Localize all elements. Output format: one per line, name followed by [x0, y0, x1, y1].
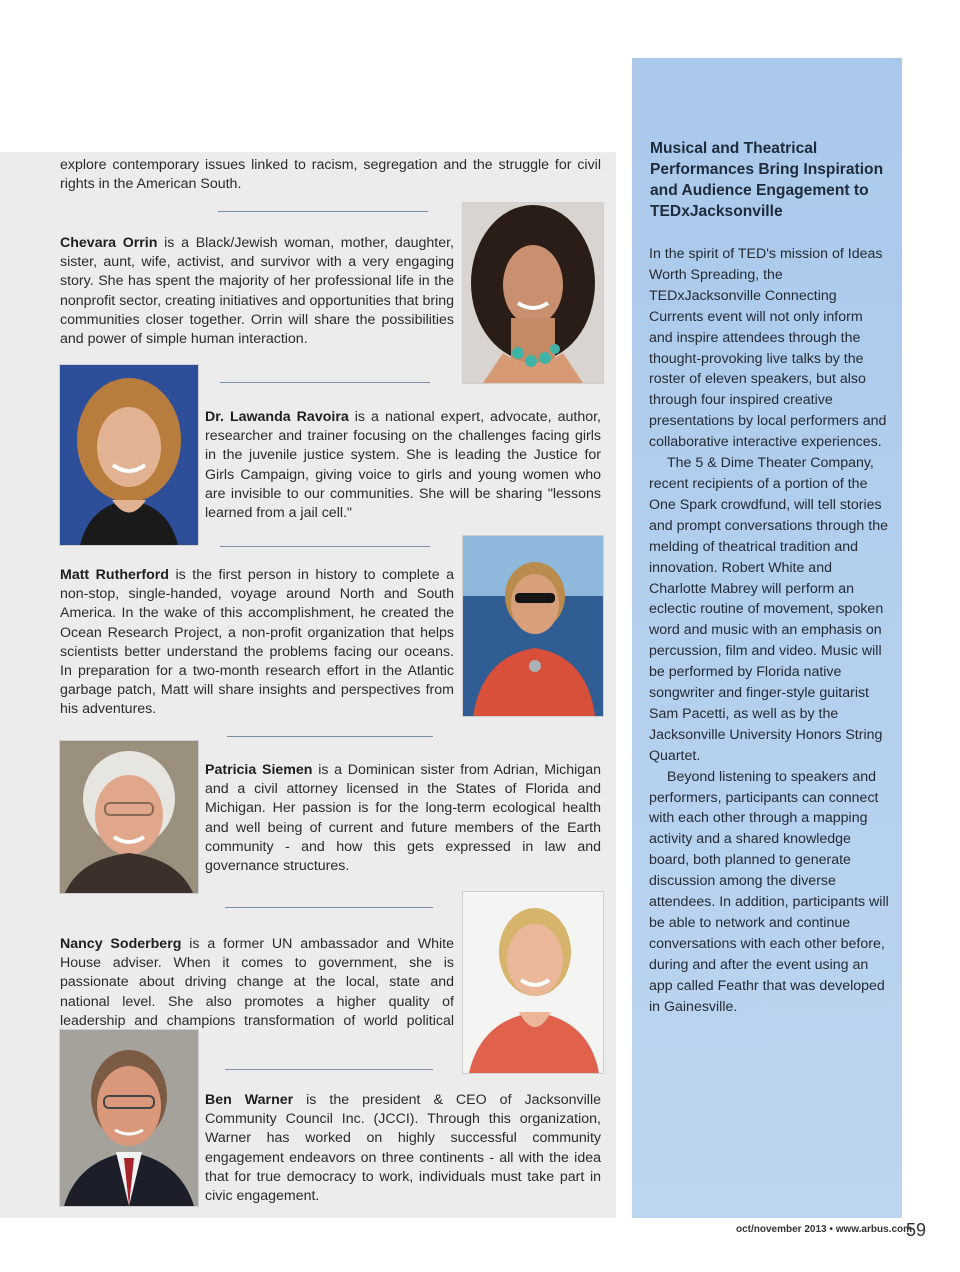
speaker-photo-orrin [462, 202, 604, 384]
speaker-bio-text: is a Dominican sister from Adrian, Michigan and a civil attorney licensed in the States of Florida and Michigan. Her passion is for the long-term ecological health and well being of current and future members of the Earth community - and how this gets expressed in law and governance structures. [205, 762, 601, 875]
divider [227, 736, 433, 737]
speaker-bio-text: is a former UN ambassador and White House adviser. When it comes to government, she is passionate about driving change at the local, state and national level. She also promotes a higher quality of leadership and champions transformation of world political [60, 936, 454, 1029]
divider [225, 907, 433, 908]
speaker-bio-warner [205, 1091, 601, 1206]
sidebar-body [649, 244, 889, 1018]
sidebar-heading: Musical and Theatrical Performances Bring Inspiration and Audience Engagement to TEDxJacksonville [650, 140, 884, 220]
speaker-photo-warner [59, 1029, 199, 1207]
sidebar-paragraph: In the spirit of TED's mission of Ideas Worth Spreading, the TEDxJacksonville Connecting Currents event will not only inform and inspire attendees through the thought-provoking live talks by the roster of eleven speakers, but also through four inspired creative presentations by local performers and collaborative interactive experiences. [649, 246, 887, 451]
speaker-photo-ravoira [59, 364, 199, 546]
speaker-photo-siemen [59, 740, 199, 894]
sidebar-paragraph: The 5 & Dime Theater Company, recent recipients of a portion of the One Spark crowdfund, will tell stories and prompt conversations through the melding of theatrical tradition and innovation. Robert White and Charlotte Mabrey will perform an eclectic routine of movement, spoken word and music with an emphasis on percussion, film and video. Music will be performed by Florida native songwriter and finger-style guitarist Sam Pacetti, as well as by the Jacksonville University Honors String Quartet. [649, 455, 888, 764]
speaker-name: Nancy Soderberg [60, 936, 182, 952]
divider [220, 382, 430, 383]
speaker-photo-rutherford [462, 535, 604, 717]
divider [218, 211, 428, 212]
sidebar-paragraph: Beyond listening to speakers and performers, participants can connect with each other through a mapping activity and a shared knowledge board, both planned to generate discussion among the diverse attendees. In addition, participants will be able to network and continue conversations with each other before, during and after the event using an app called Feathr that was developed in Gainesville. [649, 768, 889, 1015]
speaker-bio-text: is the president & CEO of Jacksonville Community Council Inc. (JCCI). Through this organization, Warner has worked on highly successful community engagement endeavors on three continents - all with the idea that for true democracy to work, individuals must take part in civic engagement. [205, 1092, 601, 1205]
speaker-bio-rutherford [60, 566, 454, 720]
speaker-bio-orrin [60, 234, 454, 349]
speaker-bio-text: is a Black/Jewish woman, mother, daughter, sister, aunt, wife, activist, and survivor with a very engaging story. She has spent the majority of her professional life in the nonprofit sector, creating initiatives and opportunities that bring communities closer together. Orrin will share the possibilities and power of simple human interaction. [60, 235, 454, 348]
speaker-bio-text: is a national expert, advocate, author, researcher and trainer focusing on the challenges facing girls in the juvenile justice system. She is leading the Justice for Girls Campaign, giving voice to girls and young women who are invisible to our communities. She will be sharing "lessons learned from a jail cell." [205, 409, 601, 522]
speaker-name: Dr. Lawanda Ravoira [205, 409, 349, 425]
speaker-bio-ravoira [205, 408, 601, 523]
speaker-bio-text: is the first person in history to complete a non-stop, single-handed, voyage around North and South America. In the wake of this accomplishment, he created the Ocean Research Project, a non-profit organization that helps scientists better understand the problems facing our oceans. In preparation for a two-month research effort in the Atlantic garbage patch, Matt will share insights and perspectives from his adventures. [60, 567, 454, 718]
speaker-photo-soderberg [462, 891, 604, 1074]
intro-paragraph: explore contemporary issues linked to racism, segregation and the struggle for civil rights in the American South. [60, 157, 601, 193]
footer-separator: • [829, 1224, 833, 1235]
speaker-name: Ben Warner [205, 1092, 294, 1108]
divider [220, 546, 430, 547]
issue-date: oct/november 2013 [736, 1224, 827, 1235]
speaker-name: Matt Rutherford [60, 567, 169, 583]
speaker-bio-siemen [205, 761, 601, 876]
page-footer [736, 1224, 912, 1244]
speaker-name: Patricia Siemen [205, 762, 313, 778]
divider [225, 1069, 433, 1070]
website-url: www.arbus.com [835, 1224, 913, 1235]
speaker-name: Chevara Orrin [60, 235, 158, 251]
page-number: 59 [906, 1220, 927, 1240]
